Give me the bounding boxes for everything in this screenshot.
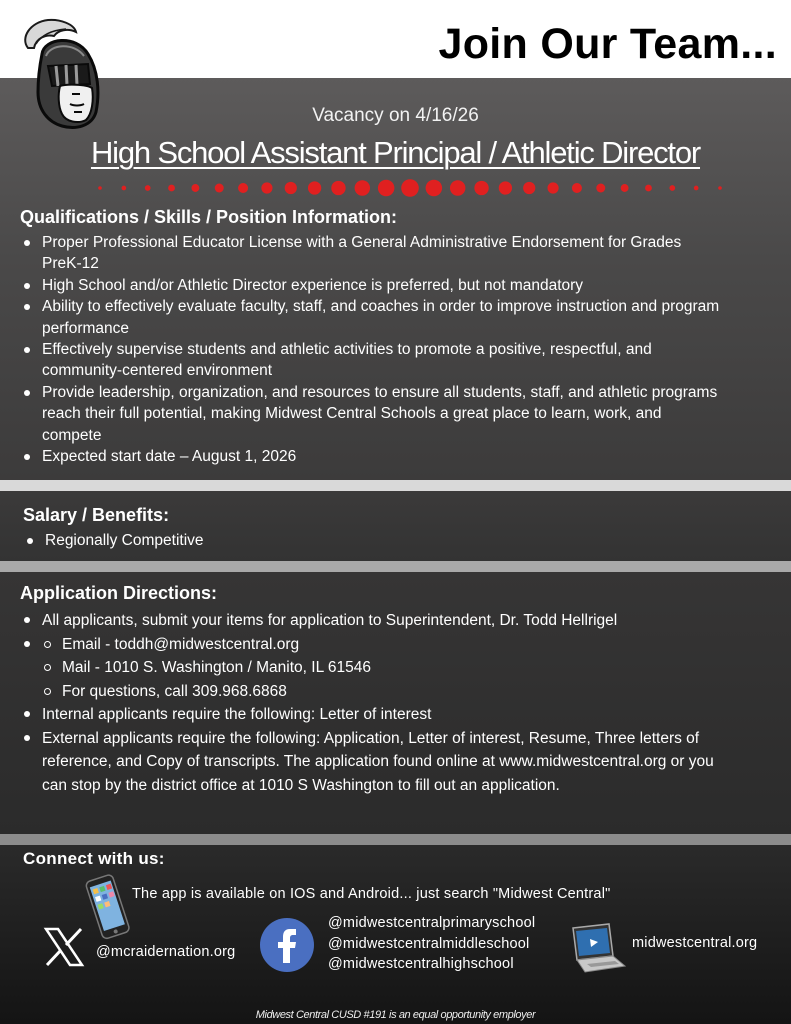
list-item: Proper Professional Educator License with a General Administrative Endorsement for Grades PreK-12 — [22, 232, 722, 275]
decorative-dots — [90, 178, 730, 198]
facebook-page-high[interactable]: @midwestcentralhighschool — [328, 956, 514, 972]
connect-heading: Connect with us: — [23, 849, 165, 868]
salary-list — [25, 530, 725, 551]
vacancy-date: Vacancy on 4/16/26 — [312, 105, 479, 126]
facebook-pages — [328, 913, 535, 975]
decorative-dot — [669, 185, 675, 191]
decorative-dot — [499, 181, 512, 194]
footer-text: Midwest Central CUSD #191 is an equal opportunity employer — [255, 1009, 536, 1021]
qualifications-list — [22, 232, 722, 467]
list-item: Regionally Competitive — [25, 530, 725, 551]
decorative-dot — [401, 179, 419, 197]
knight-helmet-logo-icon — [16, 14, 110, 134]
decorative-dot — [621, 184, 629, 192]
decorative-dot — [98, 186, 102, 190]
decorative-dot — [308, 181, 321, 194]
x-logo-icon[interactable] — [42, 925, 86, 969]
decorative-dot — [145, 185, 151, 191]
decorative-dot — [331, 181, 345, 195]
decorative-dot — [238, 183, 248, 193]
decorative-dot — [122, 186, 127, 191]
list-item: All applicants, submit your items for application to Superintendent, Dr. Todd Hellrigel — [22, 609, 722, 633]
decorative-dot — [596, 184, 605, 193]
list-item: Provide leadership, organization, and resources to ensure all students, staff, and athletic programs reach their full potential, making Midwest Central Schools a great place to learn, work, and compete — [22, 382, 722, 446]
decorative-dot — [474, 181, 488, 195]
smartphone-icon — [80, 873, 134, 943]
page-title: Join Our Team... — [438, 20, 777, 68]
divider — [0, 480, 791, 491]
sub-list-container — [22, 633, 722, 704]
decorative-dot — [355, 180, 370, 195]
application-heading: Application Directions: — [20, 583, 218, 603]
decorative-dot — [168, 185, 175, 192]
decorative-dot — [191, 184, 199, 192]
laptop-icon — [565, 922, 627, 974]
facebook-page-middle[interactable]: @midwestcentralmiddleschool — [328, 935, 530, 952]
email-item[interactable]: Email - toddh@midwestcentral.org — [42, 633, 722, 657]
list-item: Internal applicants require the following: Letter of interest — [22, 703, 722, 727]
facebook-icon[interactable] — [259, 917, 315, 973]
qualifications-heading: Qualifications / Skills / Position Information: — [20, 207, 398, 227]
phone-item[interactable]: For questions, call 309.968.6868 — [42, 680, 722, 704]
job-title: High School Assistant Principal / Athletic Director — [90, 135, 701, 170]
decorative-dot — [426, 180, 443, 197]
decorative-dot — [572, 183, 582, 193]
decorative-dot — [548, 182, 559, 193]
decorative-dot — [523, 182, 535, 194]
decorative-dot — [450, 180, 465, 195]
list-item: High School and/or Athletic Director experience is preferred, but not mandatory — [22, 275, 722, 296]
decorative-dot — [694, 186, 699, 191]
application-list — [22, 609, 722, 797]
decorative-dot — [378, 180, 395, 197]
salary-heading: Salary / Benefits: — [23, 505, 170, 525]
list-item: External applicants require the following: Application, Letter of interest, Resume, Three letters of reference, and Copy of transcripts. The application found online at www.midwestcentral.org or you can stop by the district office at 1010 S Washington to fill out an application. — [22, 727, 722, 798]
decorative-dot — [261, 182, 272, 193]
app-availability-text: The app is available on IOS and Android... just search "Midwest Central" — [132, 886, 611, 902]
divider — [0, 834, 791, 845]
list-item: Ability to effectively evaluate faculty, staff, and coaches in order to improve instruction and program performance — [22, 296, 722, 339]
header-bar — [0, 0, 791, 78]
contact-sublist — [42, 633, 722, 704]
decorative-dot — [215, 184, 224, 193]
mail-item: Mail - 1010 S. Washington / Manito, IL 61546 — [42, 656, 722, 680]
list-item: Expected start date – August 1, 2026 — [22, 446, 722, 467]
decorative-dot — [285, 182, 297, 194]
facebook-page-primary[interactable]: @midwestcentralprimaryschool — [328, 915, 536, 931]
decorative-dot — [645, 185, 652, 192]
x-handle[interactable]: @mcraidernation.org — [96, 944, 236, 960]
decorative-dot — [718, 186, 722, 190]
list-item: Effectively supervise students and athletic activities to promote a positive, respectful, and community-centered environment — [22, 339, 722, 382]
website-link[interactable]: midwestcentral.org — [632, 935, 758, 951]
divider — [0, 561, 791, 572]
